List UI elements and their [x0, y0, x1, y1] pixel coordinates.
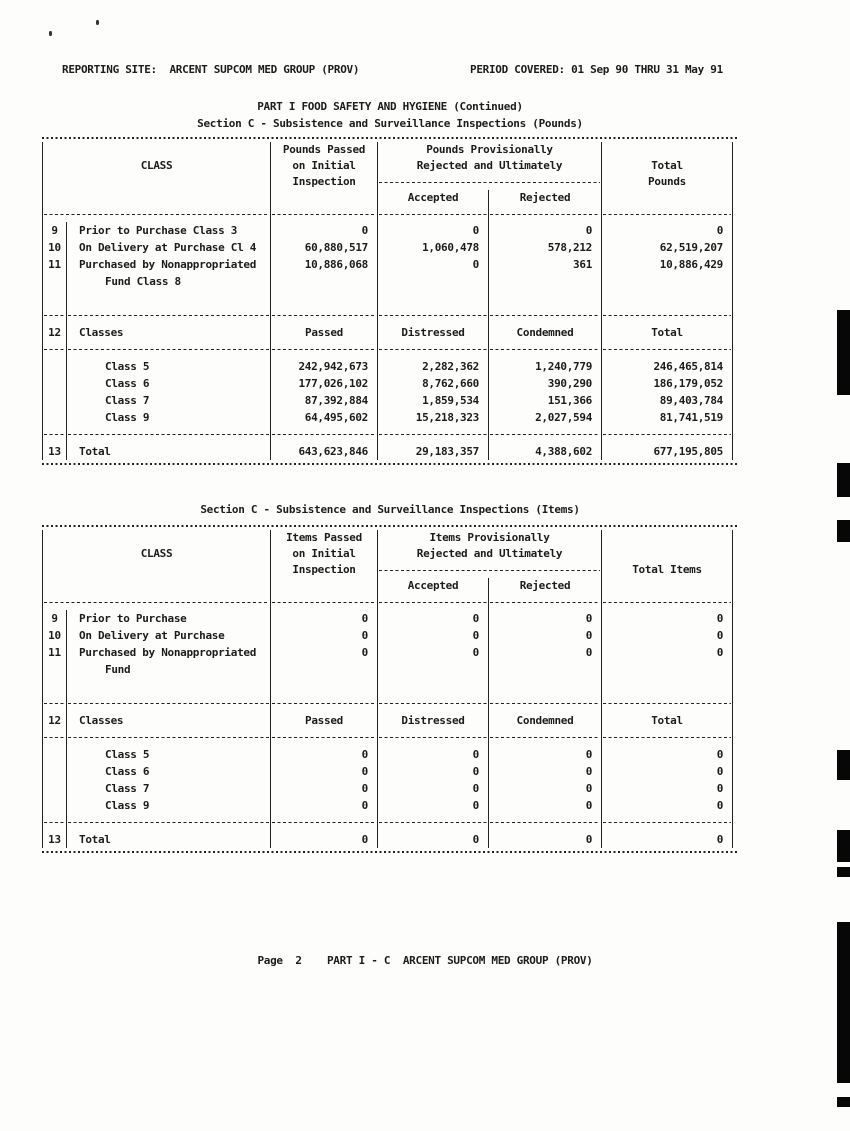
items-table-header	[43, 530, 733, 610]
value-cell: 0	[602, 610, 733, 627]
value-cell: 0	[378, 610, 489, 627]
value-cell: 0	[489, 763, 602, 780]
scan-artifact-bar	[837, 867, 850, 877]
row-label-cell: Class 7	[67, 780, 271, 797]
row-number-cell: 9	[43, 610, 67, 627]
separator-cell	[378, 594, 489, 610]
row-label-cell: Classes	[67, 324, 271, 341]
outer-rule-top	[42, 136, 738, 139]
blank-cell	[67, 678, 271, 695]
outer-rule-top	[42, 524, 738, 527]
items-table-block	[42, 524, 738, 853]
header-row	[43, 174, 733, 190]
header-row	[43, 158, 733, 174]
value-cell: 0	[489, 797, 602, 814]
sep-cell	[489, 814, 602, 831]
blank-cell	[43, 290, 67, 307]
row-number-cell	[43, 797, 67, 814]
value-cell: 242,942,673	[271, 358, 378, 375]
sep-cell	[271, 729, 378, 746]
separator-cell	[489, 206, 602, 222]
blank-cell	[378, 290, 489, 307]
table-row-sep	[43, 695, 733, 712]
table-row-data	[43, 375, 733, 392]
row-number-cell: 13	[43, 443, 67, 460]
column-header: CLASS	[43, 158, 271, 174]
value-cell: 0	[271, 780, 378, 797]
value-cell: 361	[489, 256, 602, 273]
column-header: Items Provisionally	[378, 530, 602, 546]
value-cell: 8,762,660	[378, 375, 489, 392]
value-cell	[602, 661, 733, 678]
column-header: Accepted	[378, 578, 489, 594]
row-label-cell: Purchased by Nonappropriated	[67, 644, 271, 661]
table-row-cont	[43, 273, 733, 290]
table-row-data	[43, 797, 733, 814]
value-cell: 643,623,846	[271, 443, 378, 460]
value-cell: 0	[602, 627, 733, 644]
value-cell: 151,366	[489, 392, 602, 409]
column-header: CLASS	[43, 546, 271, 562]
value-cell: 0	[489, 627, 602, 644]
blank-cell	[67, 290, 271, 307]
row-label-cell: Class 9	[67, 409, 271, 426]
row-label-cell: On Delivery at Purchase	[67, 627, 271, 644]
value-cell: 0	[271, 627, 378, 644]
row-number-cell	[43, 375, 67, 392]
blank-cell	[43, 190, 271, 206]
value-cell: 0	[378, 256, 489, 273]
row-label-cell: Class 5	[67, 746, 271, 763]
row-number-cell	[43, 746, 67, 763]
sep-cell	[602, 426, 733, 443]
column-header: Rejected and Ultimately	[378, 158, 602, 174]
column-header: Items Passed	[271, 530, 378, 546]
items-table	[42, 530, 733, 848]
value-cell: Condemned	[489, 324, 602, 341]
table-row-sep	[43, 814, 733, 831]
blank-cell	[43, 562, 271, 578]
table-row-sep	[43, 341, 733, 358]
row-label-cell: Prior to Purchase	[67, 610, 271, 627]
value-cell: 390,290	[489, 375, 602, 392]
row-label-cell: Purchased by Nonappropriated	[67, 256, 271, 273]
separator-cell	[602, 206, 733, 222]
blank-cell	[602, 142, 733, 158]
blank-cell	[271, 290, 378, 307]
blank-cell	[43, 578, 271, 594]
row-label-cell: On Delivery at Purchase Cl 4	[67, 239, 271, 256]
sep-cell	[43, 814, 67, 831]
value-cell: 0	[271, 610, 378, 627]
separator-cell	[43, 206, 271, 222]
table-row-data	[43, 627, 733, 644]
blank-cell	[602, 578, 733, 594]
blank-cell	[43, 142, 271, 158]
value-cell: 578,212	[489, 239, 602, 256]
row-label-cell: Class 5	[67, 358, 271, 375]
value-cell: 0	[378, 222, 489, 239]
row-number-cell: 10	[43, 627, 67, 644]
column-header: Total	[602, 158, 733, 174]
row-number-cell	[43, 392, 67, 409]
value-cell: 0	[378, 831, 489, 848]
value-cell: 0	[271, 831, 378, 848]
scan-artifact-bar	[837, 1097, 850, 1107]
sep-cell	[602, 695, 733, 712]
row-number-cell: 12	[43, 712, 67, 729]
value-cell: 1,859,534	[378, 392, 489, 409]
table-row-relabel	[43, 712, 733, 729]
table-row-data	[43, 256, 733, 273]
header-row	[43, 190, 733, 206]
table-row-data	[43, 443, 733, 460]
scan-artifact-bar	[837, 520, 850, 542]
sep-cell	[489, 341, 602, 358]
value-cell: 0	[489, 780, 602, 797]
value-cell	[378, 661, 489, 678]
header-separator-row	[43, 206, 733, 222]
column-header: Total Items	[602, 562, 733, 578]
separator-cell	[602, 594, 733, 610]
scan-artifact-bar	[837, 922, 850, 1083]
value-cell: 1,240,779	[489, 358, 602, 375]
table-row-sep	[43, 307, 733, 324]
sep-cell	[489, 729, 602, 746]
blank-cell	[43, 530, 271, 546]
column-header: on Initial	[271, 158, 378, 174]
table-row-data	[43, 763, 733, 780]
value-cell: 62,519,207	[602, 239, 733, 256]
table-row-data	[43, 644, 733, 661]
row-label-cell: Total	[67, 831, 271, 848]
period-covered: PERIOD COVERED: 01 Sep 90 THRU 31 May 91	[470, 63, 723, 76]
sep-cell	[378, 814, 489, 831]
scan-artifact-bar	[837, 463, 850, 497]
table-row-data	[43, 746, 733, 763]
row-number-cell: 9	[43, 222, 67, 239]
sep-cell	[67, 307, 271, 324]
header-separator-row	[43, 594, 733, 610]
value-cell: 0	[271, 746, 378, 763]
row-number-cell: 11	[43, 644, 67, 661]
table-row-data	[43, 222, 733, 239]
column-header: Inspection	[271, 174, 378, 190]
value-cell: 0	[489, 831, 602, 848]
sep-cell	[271, 341, 378, 358]
value-cell: 0	[378, 644, 489, 661]
blank-cell	[602, 290, 733, 307]
pounds-table-block	[42, 136, 738, 465]
header-row	[43, 546, 733, 562]
value-cell: 0	[378, 797, 489, 814]
table-row-data	[43, 409, 733, 426]
pounds-table-header	[43, 142, 733, 222]
scan-speck	[96, 20, 99, 25]
sep-cell	[67, 729, 271, 746]
sep-cell	[378, 341, 489, 358]
separator-cell	[378, 206, 489, 222]
sep-cell	[271, 426, 378, 443]
column-header: Inspection	[271, 562, 378, 578]
table-row-sep	[43, 729, 733, 746]
value-cell: 0	[271, 222, 378, 239]
table-row-relabel	[43, 324, 733, 341]
value-cell: Condemned	[489, 712, 602, 729]
sep-cell	[378, 426, 489, 443]
value-cell: 177,026,102	[271, 375, 378, 392]
row-label-cell: Prior to Purchase Class 3	[67, 222, 271, 239]
blank-cell	[378, 678, 489, 695]
blank-cell	[43, 174, 271, 190]
scan-artifact-bar	[837, 830, 850, 862]
value-cell: 2,282,362	[378, 358, 489, 375]
scan-artifact-bar	[837, 310, 850, 395]
sep-cell	[43, 729, 67, 746]
row-number-cell	[43, 780, 67, 797]
row-label-cell: Fund	[67, 661, 271, 678]
value-cell: Distressed	[378, 712, 489, 729]
value-cell: 60,880,517	[271, 239, 378, 256]
value-cell: 0	[378, 627, 489, 644]
value-cell: 87,392,884	[271, 392, 378, 409]
blank-cell	[271, 578, 378, 594]
sep-cell	[67, 814, 271, 831]
sep-cell	[489, 695, 602, 712]
value-cell: 15,218,323	[378, 409, 489, 426]
value-cell	[489, 661, 602, 678]
value-cell: 10,886,429	[602, 256, 733, 273]
items-table-body	[43, 610, 733, 848]
table-row-sep	[43, 426, 733, 443]
header-row	[43, 562, 733, 578]
sep-cell	[43, 341, 67, 358]
part-title: PART I FOOD SAFETY AND HYGIENE (Continued)	[257, 100, 523, 113]
row-label-cell: Class 7	[67, 392, 271, 409]
blank-cell	[489, 678, 602, 695]
sep-cell	[602, 729, 733, 746]
column-header: Pounds Passed	[271, 142, 378, 158]
row-number-cell	[43, 409, 67, 426]
value-cell: Total	[602, 324, 733, 341]
row-number-cell: 10	[43, 239, 67, 256]
sep-cell	[602, 307, 733, 324]
table-row-data	[43, 831, 733, 848]
value-cell: Passed	[271, 712, 378, 729]
outer-rule-bottom	[42, 462, 738, 465]
separator-cell	[43, 594, 271, 610]
table-row-data	[43, 610, 733, 627]
column-header: on Initial	[271, 546, 378, 562]
value-cell	[271, 661, 378, 678]
column-header	[602, 546, 733, 562]
value-cell: 0	[602, 644, 733, 661]
pounds-table-body	[43, 222, 733, 460]
blank-cell	[602, 678, 733, 695]
blank-cell	[602, 190, 733, 206]
row-number-cell	[43, 273, 67, 290]
sep-cell	[67, 695, 271, 712]
header-row	[43, 578, 733, 594]
table-row-data	[43, 780, 733, 797]
blank-cell	[43, 678, 67, 695]
row-label-cell: Class 9	[67, 797, 271, 814]
table-row-data	[43, 358, 733, 375]
reporting-site: REPORTING SITE: ARCENT SUPCOM MED GROUP (PROV)	[62, 63, 360, 76]
value-cell: 0	[602, 763, 733, 780]
sep-cell	[43, 426, 67, 443]
value-cell: 246,465,814	[602, 358, 733, 375]
separator-cell	[271, 594, 378, 610]
value-cell: 0	[378, 780, 489, 797]
separator-cell	[271, 206, 378, 222]
value-cell: 677,195,805	[602, 443, 733, 460]
value-cell: 2,027,594	[489, 409, 602, 426]
value-cell: 0	[489, 610, 602, 627]
sep-cell	[67, 341, 271, 358]
value-cell	[378, 273, 489, 290]
row-label-cell: Class 6	[67, 763, 271, 780]
row-label-cell: Fund Class 8	[67, 273, 271, 290]
row-number-cell: 12	[43, 324, 67, 341]
sep-cell	[67, 426, 271, 443]
value-cell: 0	[378, 746, 489, 763]
sep-cell	[489, 426, 602, 443]
value-cell: 4,388,602	[489, 443, 602, 460]
outer-rule-bottom	[42, 850, 738, 853]
sep-cell	[271, 307, 378, 324]
blank-cell	[271, 190, 378, 206]
sep-cell	[43, 695, 67, 712]
value-cell: 81,741,519	[602, 409, 733, 426]
column-header: Rejected	[489, 190, 602, 206]
value-cell: 89,403,784	[602, 392, 733, 409]
value-cell: Total	[602, 712, 733, 729]
value-cell: 0	[378, 763, 489, 780]
row-label-cell: Classes	[67, 712, 271, 729]
blank-cell	[489, 290, 602, 307]
value-cell: 0	[602, 222, 733, 239]
value-cell: Passed	[271, 324, 378, 341]
table-row-data	[43, 392, 733, 409]
value-cell: 0	[271, 797, 378, 814]
sep-cell	[602, 814, 733, 831]
table-row-cont	[43, 661, 733, 678]
column-header: Accepted	[378, 190, 489, 206]
value-cell: 10,886,068	[271, 256, 378, 273]
value-cell: 0	[602, 831, 733, 848]
header-row	[43, 530, 733, 546]
sep-cell	[378, 729, 489, 746]
sep-cell	[602, 341, 733, 358]
header-row	[43, 142, 733, 158]
column-header: Rejected	[489, 578, 602, 594]
pounds-table	[42, 142, 733, 460]
value-cell: Distressed	[378, 324, 489, 341]
value-cell: 0	[271, 644, 378, 661]
value-cell: 1,060,478	[378, 239, 489, 256]
value-cell	[602, 273, 733, 290]
sep-cell	[271, 695, 378, 712]
sep-cell	[43, 307, 67, 324]
scan-artifact-bar	[837, 750, 850, 780]
value-cell: 29,183,357	[378, 443, 489, 460]
separator-cell	[489, 594, 602, 610]
row-number-cell: 11	[43, 256, 67, 273]
sep-cell	[378, 695, 489, 712]
blank-cell	[602, 530, 733, 546]
column-header: Pounds Provisionally	[378, 142, 602, 158]
value-cell: 0	[602, 746, 733, 763]
row-number-cell	[43, 358, 67, 375]
row-label-cell: Class 6	[67, 375, 271, 392]
section-title-items: Section C - Subsistence and Surveillance Inspections (Items)	[200, 503, 580, 516]
table-row-blank	[43, 678, 733, 695]
value-cell: 64,495,602	[271, 409, 378, 426]
value-cell: 0	[602, 780, 733, 797]
section-title-pounds: Section C - Subsistence and Surveillance Inspections (Pounds)	[197, 117, 583, 130]
page-footer: Page 2 PART I - C ARCENT SUPCOM MED GROUP (PROV)	[257, 954, 593, 967]
value-cell: 0	[602, 797, 733, 814]
table-row-blank	[43, 290, 733, 307]
row-number-cell	[43, 661, 67, 678]
row-number-cell: 13	[43, 831, 67, 848]
table-row-data	[43, 239, 733, 256]
value-cell: 0	[489, 222, 602, 239]
column-header: Rejected and Ultimately	[378, 546, 602, 562]
value-cell	[489, 273, 602, 290]
value-cell: 0	[489, 746, 602, 763]
value-cell: 0	[271, 763, 378, 780]
value-cell	[271, 273, 378, 290]
sub-separator	[378, 562, 602, 578]
value-cell: 0	[489, 644, 602, 661]
value-cell: 186,179,052	[602, 375, 733, 392]
column-header: Pounds	[602, 174, 733, 190]
sep-cell	[378, 307, 489, 324]
blank-cell	[271, 678, 378, 695]
sub-separator	[378, 174, 602, 190]
sep-cell	[489, 307, 602, 324]
row-number-cell	[43, 763, 67, 780]
sep-cell	[271, 814, 378, 831]
row-label-cell: Total	[67, 443, 271, 460]
scan-speck	[49, 31, 52, 36]
